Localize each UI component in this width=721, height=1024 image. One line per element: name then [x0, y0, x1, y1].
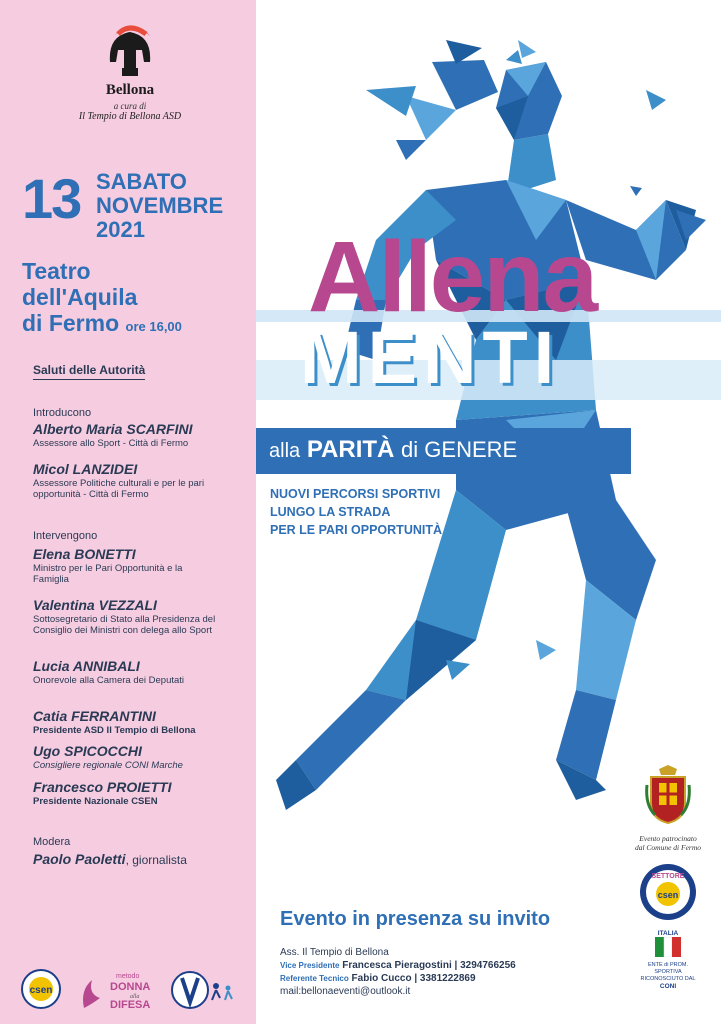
- speaker-name: Francesco PROIETTI: [33, 779, 172, 795]
- speaker-item: [33, 421, 248, 449]
- speaker-name: Catia FERRANTINI: [33, 708, 156, 724]
- contacts-mail: mail:bellonaeventi@outlook.it: [280, 986, 411, 997]
- tagline-text: [269, 436, 517, 464]
- speaker-name: Ugo SPICOCCHI: [33, 743, 142, 759]
- subtitle-line: NUOVI PERCORSI SPORTIVI: [270, 487, 441, 501]
- speaker-item: [33, 779, 248, 807]
- speaker-role: Presidente Nazionale CSEN: [33, 796, 158, 807]
- patronage-caption: [628, 834, 708, 852]
- bellona-logo: [70, 22, 190, 122]
- italy-flag-icon: [655, 937, 681, 957]
- tagline-suffix: di GENERE: [401, 437, 518, 462]
- speaker-item: [33, 546, 208, 585]
- coni-line1: ENTE di PROM.: [647, 962, 689, 968]
- date-year: 2021: [96, 217, 145, 242]
- coni-logo: [640, 930, 696, 990]
- donna-alla-difesa-logo: [78, 968, 168, 1017]
- speaker-item: [33, 461, 223, 500]
- logo-name: Bellona: [105, 82, 155, 98]
- patronage-line2: dal Comune di Fermo: [634, 843, 702, 852]
- comune-fermo-crest: [628, 765, 708, 852]
- venue-line3: [22, 310, 182, 340]
- speaker-role: Consigliere regionale CONI Marche: [33, 760, 183, 771]
- moderator-item: [33, 851, 248, 869]
- alla-text: alla: [130, 994, 140, 1000]
- introducono-label: Introducono: [33, 407, 92, 419]
- crest-icon: [645, 765, 691, 825]
- speaker-item: [33, 743, 248, 771]
- program-sidebar: [0, 0, 256, 1024]
- contacts: [280, 946, 516, 998]
- date-weekday: SABATO: [96, 169, 187, 194]
- speaker-name: Lucia ANNIBALI: [33, 658, 140, 674]
- difesa-text: DIFESA: [110, 999, 151, 1011]
- date-month: NOVEMBRE: [96, 193, 224, 218]
- donna-text: DONNA: [110, 981, 151, 993]
- tech-label: Referente Tecnico: [280, 974, 349, 983]
- intervengono-label: Intervengono: [33, 530, 98, 542]
- speaker-name: Elena BONETTI: [33, 546, 136, 562]
- saluti-heading: Saluti delle Autorità: [33, 363, 145, 380]
- date-day: 13: [22, 167, 81, 230]
- badge-csen-text: csen: [657, 890, 679, 900]
- event-venue: [22, 258, 182, 340]
- moderator-role: , giornalista: [125, 853, 187, 867]
- contacts-tech: [280, 972, 516, 985]
- csen-logo: [20, 968, 62, 1015]
- contacts-vp: [280, 959, 516, 972]
- settore-text: SETTORE: [651, 873, 685, 880]
- coni-line2: SPORTIVA: [654, 969, 682, 975]
- footer-logos: [20, 968, 250, 1018]
- subtitle-line: LUNGO LA STRADA: [270, 505, 391, 519]
- subtitle-line: PER LE PARI OPPORTUNITÀ: [270, 523, 443, 537]
- vp-value: Francesca Pieragostini | 3294766256: [342, 960, 516, 971]
- vp-label: Vice Presidente: [280, 961, 340, 970]
- title-menti: MENTI: [300, 316, 561, 399]
- csen-text: csen: [29, 985, 53, 996]
- invite-text: Evento in presenza su invito: [280, 908, 551, 930]
- tagline-main: PARITÀ: [306, 436, 395, 463]
- subtitle: [270, 485, 442, 539]
- date-lines: [96, 170, 223, 242]
- venue-city: di Fermo: [22, 310, 120, 336]
- moderator-name: Paolo Paoletti: [33, 851, 126, 867]
- venue-line1: Teatro: [22, 258, 91, 284]
- title-allena: Allena: [308, 221, 597, 333]
- speaker-role: Ministro per le Pari Opportunità e la Famiglia: [33, 563, 183, 585]
- event-time: ore 16,00: [125, 319, 182, 334]
- modera-label: Modera: [33, 836, 71, 848]
- patronage-line1: Evento patrocinato: [639, 834, 697, 843]
- contacts-org: Ass. Il Tempio di Bellona: [280, 947, 389, 958]
- coni-line4: CONI: [659, 983, 677, 990]
- speaker-role: Assessore allo Sport - Città di Fermo: [33, 438, 189, 449]
- speaker-name: Alberto Maria SCARFINI: [33, 421, 193, 437]
- venue-line2: dell'Aquila: [22, 284, 138, 310]
- speaker-item: [33, 597, 238, 636]
- speaker-role: Onorevole alla Camera dei Deputati: [33, 675, 185, 686]
- logo-org: Il Tempio di Bellona ASD: [78, 111, 182, 122]
- speaker-name: Micol LANZIDEI: [33, 461, 138, 477]
- runner-association-logo: [170, 968, 240, 1017]
- logo-curated-by: a cura di: [113, 101, 147, 111]
- csen-settore-badge: [638, 862, 698, 927]
- speaker-item: [33, 658, 248, 686]
- tagline-banner: [256, 428, 631, 474]
- tech-value: Fabio Cucco | 3381222869: [351, 973, 476, 984]
- speaker-name: Valentina VEZZALI: [33, 597, 157, 613]
- tagline-prefix: alla: [269, 440, 301, 462]
- speaker-role: Sottosegretario di Stato alla Presidenza del Consiglio dei Ministri con delega allo Sport: [33, 614, 216, 636]
- speaker-item: [33, 708, 248, 736]
- metodo-text: metodo: [116, 973, 140, 980]
- helmet-icon: [100, 22, 160, 84]
- coni-line3: RICONOSCIUTO DAL: [640, 976, 696, 982]
- coni-country: ITALIA: [657, 930, 679, 937]
- speaker-role: Assessore Politiche culturali e per le pari opportunità - Città di Fermo: [33, 478, 205, 500]
- speaker-role: Presidente ASD Il Tempio di Bellona: [33, 725, 196, 736]
